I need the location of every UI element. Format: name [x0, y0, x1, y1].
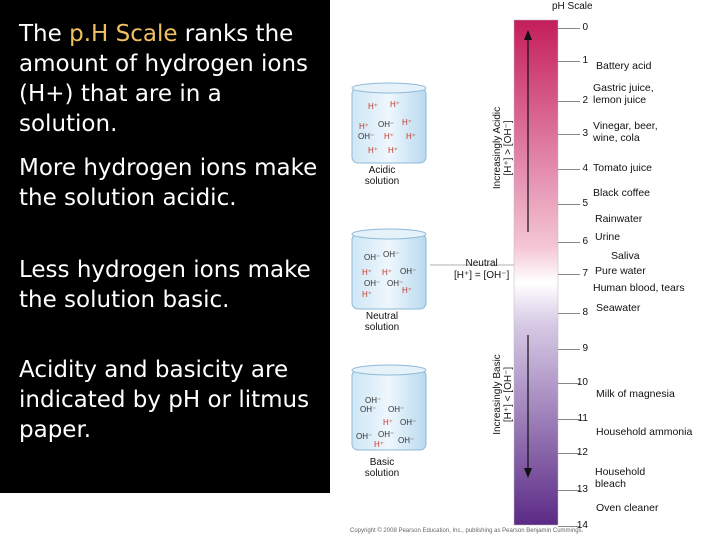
- ph-value-5: 5: [582, 198, 588, 209]
- ph-value-6: 6: [582, 236, 588, 247]
- ion-oh: OH⁻: [360, 405, 377, 414]
- ph-value-7: 7: [582, 268, 588, 279]
- ion-oh: OH⁻: [378, 430, 395, 439]
- ion-oh: OH⁻: [400, 267, 417, 276]
- ion-oh: OH⁻: [388, 405, 405, 414]
- ph-value-10: 10: [576, 377, 588, 388]
- ph-value-4: 4: [582, 163, 588, 174]
- substance-label: Human blood, tears: [593, 282, 685, 294]
- substance-label: Rainwater: [595, 213, 643, 225]
- ph-value-11: 11: [577, 413, 588, 424]
- substance-label: Urine: [595, 231, 621, 243]
- ph-scale-highlight: p.H Scale: [69, 21, 178, 47]
- substance-label: Tomato juice: [593, 162, 652, 174]
- ph-value-2: 2: [582, 95, 588, 106]
- ion-h: H⁺: [382, 268, 392, 277]
- acidic-label-line2: [H⁺] > [OH⁻]: [503, 120, 514, 176]
- increasingly-basic-label: [492, 342, 514, 447]
- intro-text-pre: The: [19, 21, 70, 47]
- ion-oh: OH⁻: [400, 418, 417, 427]
- ion-oh: OH⁻: [387, 279, 404, 288]
- ph-value-12: 12: [576, 447, 588, 458]
- ion-h: H⁺: [383, 418, 393, 427]
- ph-value-13: 13: [576, 484, 588, 495]
- ion-h: H⁺: [362, 290, 372, 299]
- ph-value-0: 0: [582, 22, 588, 33]
- neutral-label-line2: [H⁺] = [OH⁻]: [454, 270, 510, 281]
- intro-text-post: ranks the amount of hydrogen ions (H+) that are in a solution.: [19, 21, 309, 137]
- ion-h: H⁺: [384, 132, 394, 141]
- ion-h: H⁺: [402, 118, 412, 127]
- substance-label: Household ammonia: [596, 426, 693, 438]
- ion-oh: OH⁻: [378, 120, 395, 129]
- ion-h: H⁺: [359, 122, 369, 131]
- basic-statement: Less hydrogen ions make the solution basic.: [19, 257, 311, 313]
- ion-h: H⁺: [388, 146, 398, 155]
- copyright-notice: Copyright © 2008 Pearson Education, Inc., publishing as Pearson Benjamin Cummings.: [350, 528, 584, 534]
- ion-oh: OH⁻: [364, 279, 381, 288]
- ion-h: H⁺: [368, 102, 378, 111]
- ion-oh: OH⁻: [364, 253, 381, 262]
- substance-label: Vinegar, beer, wine, cola: [593, 120, 658, 144]
- substance-label: Seawater: [596, 302, 641, 314]
- basic-label-line1: Increasingly Basic: [492, 354, 503, 435]
- ion-oh: OH⁻: [383, 250, 400, 259]
- ion-h: H⁺: [368, 146, 378, 155]
- acidic-statement: More hydrogen ions make the solution acidic.: [19, 155, 318, 211]
- ion-oh: OH⁻: [356, 432, 373, 441]
- increasingly-acidic-label: [492, 68, 514, 228]
- ion-oh: OH⁻: [398, 436, 415, 445]
- substance-label: Black coffee: [593, 187, 651, 199]
- acidic-label-line1: Increasingly Acidic: [492, 106, 503, 190]
- ion-h: H⁺: [374, 440, 384, 449]
- ph-value-8: 8: [582, 307, 588, 318]
- ion-h: H⁺: [406, 132, 416, 141]
- ph-value-3: 3: [582, 128, 588, 139]
- ph-scale-title: pH Scale: [552, 1, 593, 12]
- neutral-label-line1: Neutral: [465, 258, 498, 269]
- substance-label: Battery acid: [596, 60, 652, 72]
- acidic-solution-label: Acidic solution: [364, 165, 400, 187]
- neutral-solution-label: Neutral solution: [364, 311, 400, 333]
- ph-value-1: 1: [582, 55, 588, 66]
- indicator-statement: Acidity and basicity are indicated by pH or litmus paper.: [19, 357, 310, 443]
- neutral-label: [454, 258, 509, 282]
- ph-value-9: 9: [582, 343, 588, 354]
- ph-value-14: 14: [576, 520, 588, 531]
- ion-oh: OH⁻: [358, 132, 375, 141]
- ion-h: H⁺: [402, 286, 412, 295]
- substance-label: Milk of magnesia: [596, 388, 675, 400]
- basic-solution-label: Basic solution: [364, 457, 400, 479]
- substance-label: Oven cleaner: [596, 502, 659, 514]
- substance-label: Gastric juice, lemon juice: [593, 82, 654, 106]
- ph-gradient-bar: [514, 20, 558, 525]
- substance-label: Saliva: [611, 250, 640, 262]
- ion-h: H⁺: [362, 268, 372, 277]
- substance-label: Household bleach: [595, 466, 646, 490]
- basic-label-line2: [H⁺] < [OH⁻]: [503, 366, 514, 423]
- ion-h: H⁺: [390, 100, 400, 109]
- substance-label: Pure water: [595, 265, 646, 277]
- ion-oh: OH⁻: [365, 396, 382, 405]
